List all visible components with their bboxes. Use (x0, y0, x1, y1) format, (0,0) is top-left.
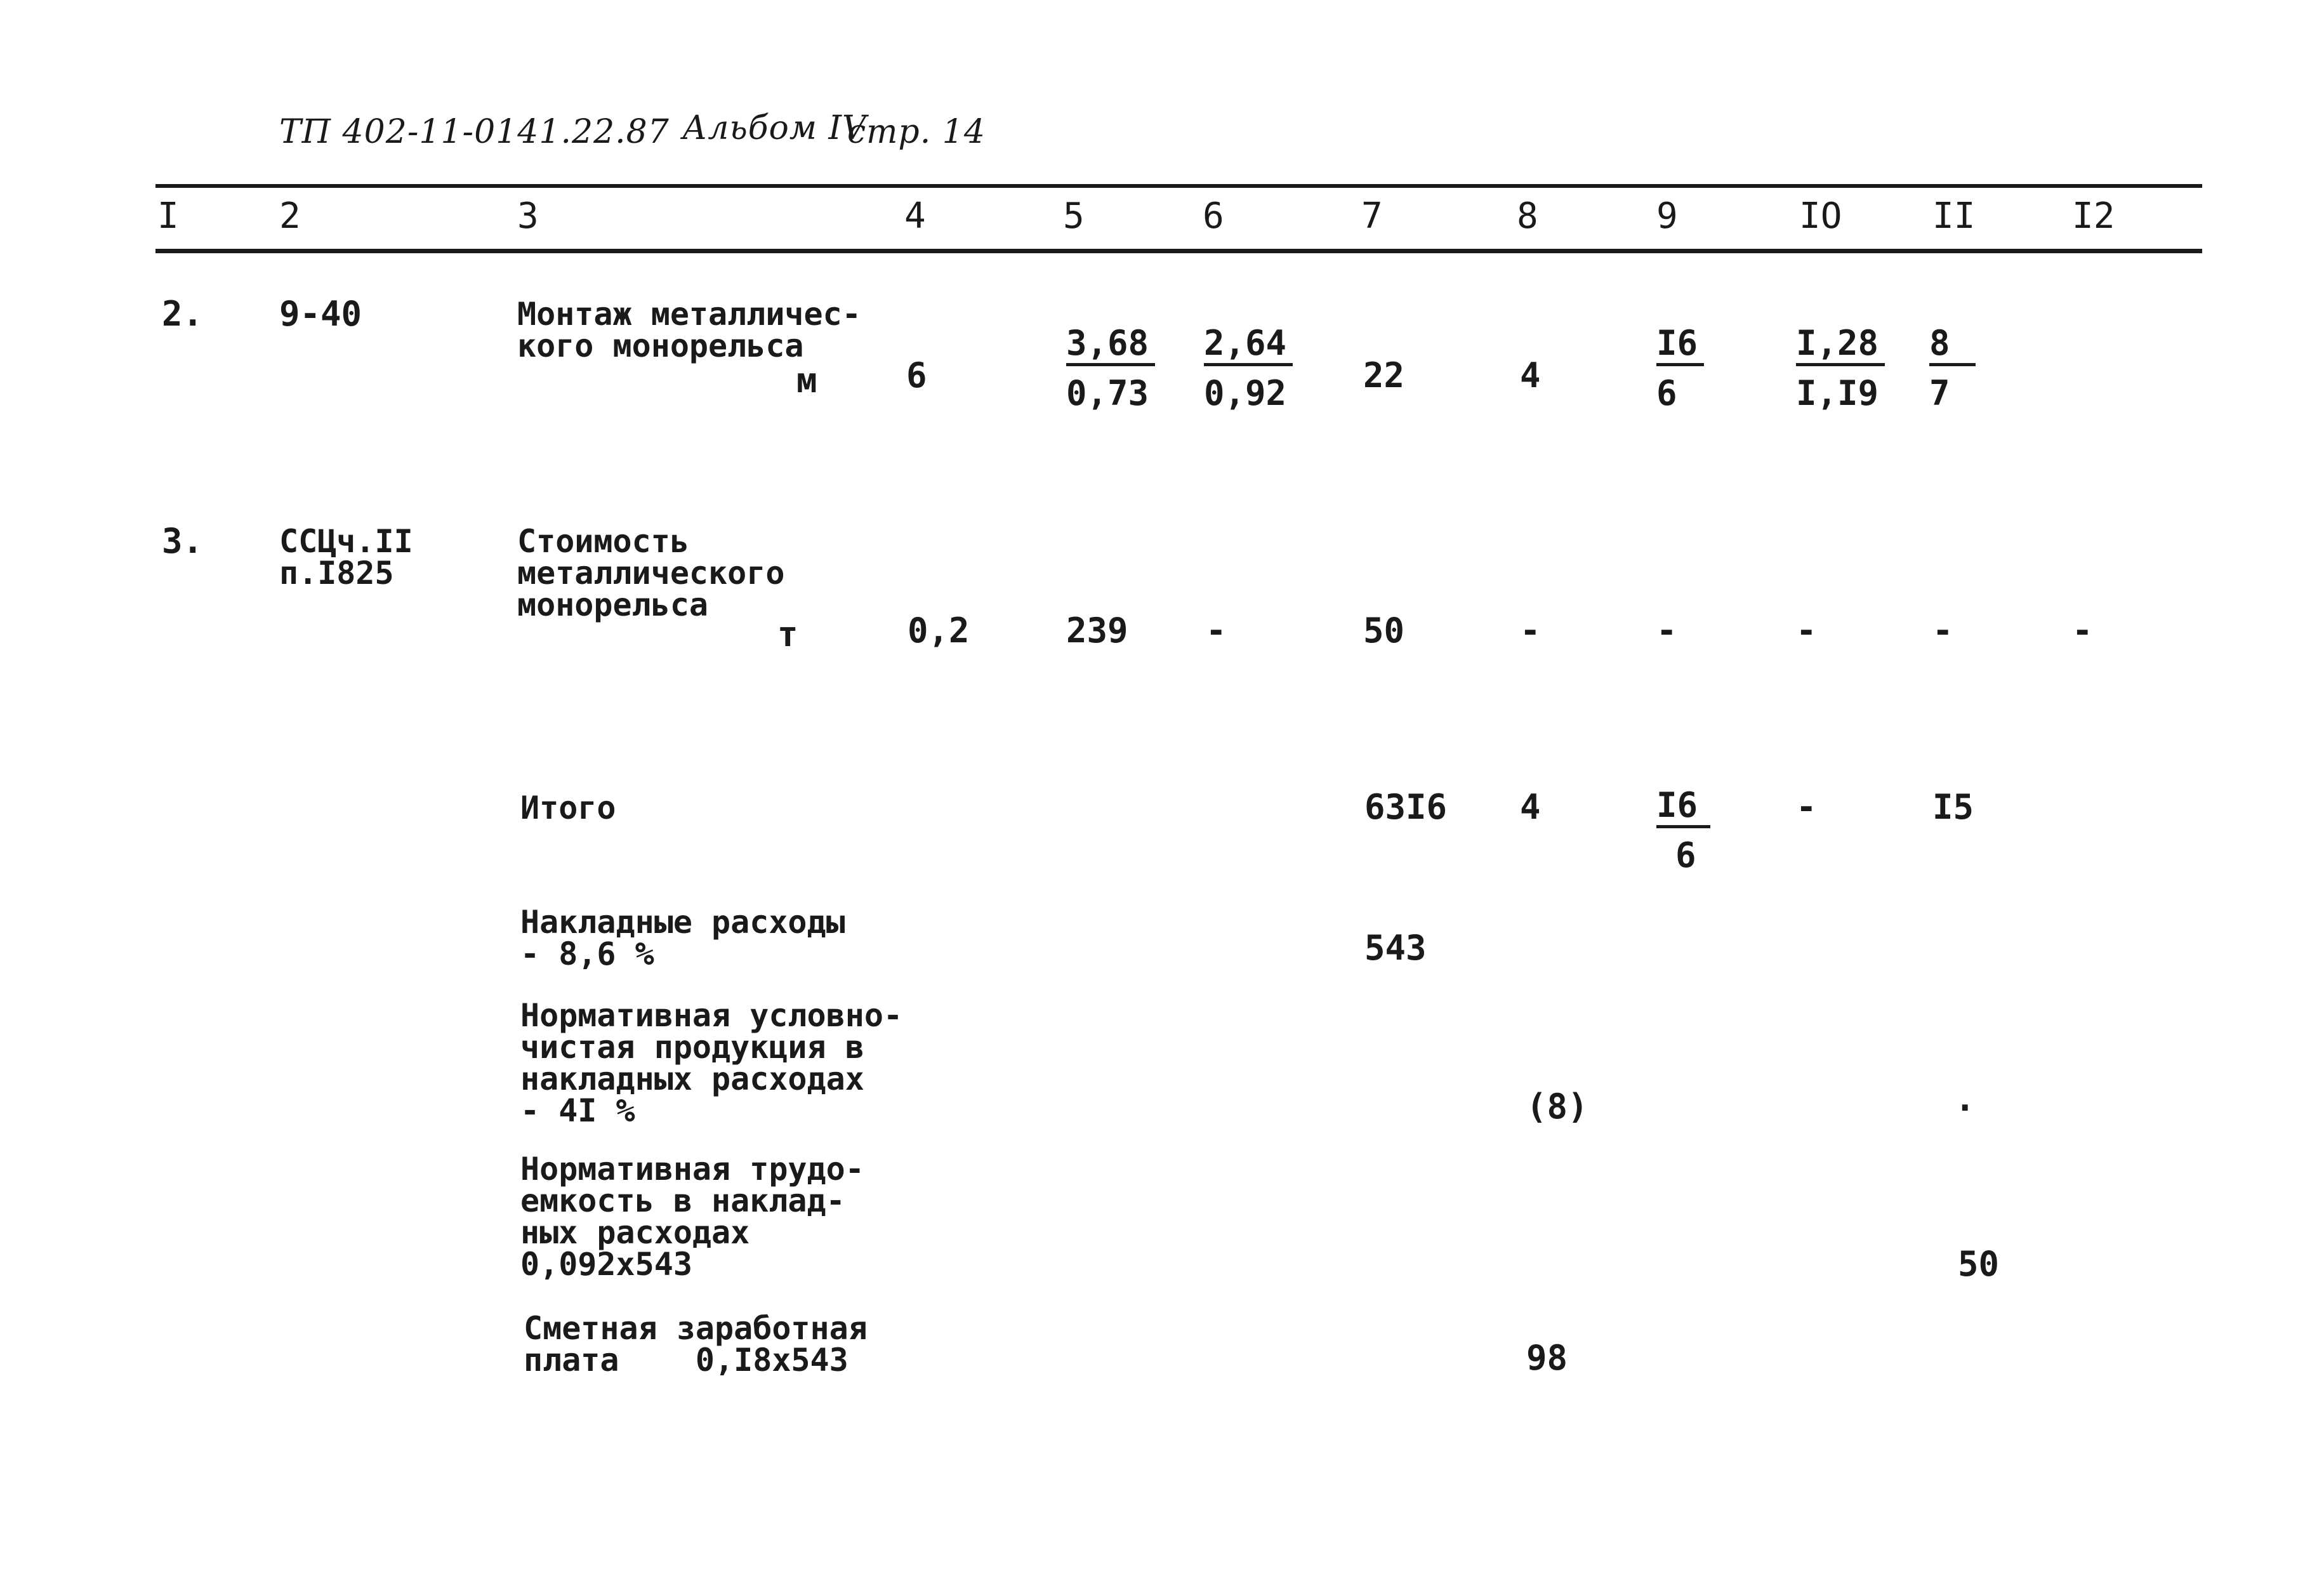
empty-dash: - (1796, 787, 1817, 827)
fraction-bottom: I,I9 (1796, 373, 1879, 413)
col-header-1: I (157, 195, 179, 237)
col-header-10: IO (1799, 195, 1842, 237)
cost-value: I5 (1932, 787, 1974, 827)
unit-cost: 239 (1066, 611, 1128, 651)
fraction-bottom: 6 (1675, 835, 1696, 875)
empty-dash: - (1520, 611, 1541, 651)
page-label: стр. 14 (847, 113, 986, 151)
price-code: ССЦч.II п.I825 (279, 523, 413, 592)
total-cost: 50 (1363, 611, 1405, 651)
overhead-value: 543 (1364, 928, 1427, 968)
cost-fraction (1656, 786, 1710, 879)
header-bottom-rule (155, 249, 2202, 253)
col-header-5: 5 (1063, 195, 1085, 237)
col-header-2: 2 (279, 195, 301, 237)
unit-cost-fraction (1204, 324, 1293, 417)
fraction-bottom: 6 (1656, 373, 1677, 413)
col-header-9: 9 (1656, 195, 1678, 237)
album-label: Альбом IV (682, 109, 867, 147)
row-number: 2. (162, 294, 204, 334)
norm-product-mark: . (1955, 1079, 1976, 1119)
fraction-top: 3,68 (1066, 324, 1155, 366)
quantity: 0,2 (908, 611, 970, 651)
fraction-top: I6 (1656, 786, 1710, 828)
col-header-8: 8 (1517, 195, 1538, 237)
fraction-bottom: 7 (1929, 373, 1950, 413)
fraction-bottom: 0,92 (1204, 373, 1287, 413)
unit: т (777, 614, 798, 654)
empty-dash: - (1206, 611, 1227, 651)
col-header-6: 6 (1203, 195, 1224, 237)
cost-fraction (1796, 324, 1885, 417)
doc-code: ТП 402-11-0141.22.87 (279, 113, 670, 151)
fraction-top: I6 (1656, 324, 1704, 366)
col-header-4: 4 (904, 195, 926, 237)
col-header-3: 3 (517, 195, 539, 237)
header-top-rule (155, 184, 2202, 188)
unit-cost-fraction (1066, 324, 1155, 417)
empty-dash: - (1656, 611, 1677, 651)
col-header-12: I2 (2072, 195, 2115, 237)
col-header-11: II (1932, 195, 1976, 237)
row-number: 3. (162, 521, 204, 561)
fraction-top: 8 (1929, 324, 1976, 366)
norm-labor-value: 50 (1958, 1244, 2000, 1284)
norm-labor-label: Нормативная трудо- емкость в наклад- ных расходах 0,092x543 (520, 1151, 864, 1283)
price-code: 9-40 (279, 294, 362, 334)
overhead-label: Накладные расходы - 8,6 % (520, 904, 845, 972)
quantity: 6 (906, 355, 927, 395)
wages-cost: 4 (1520, 787, 1541, 827)
fraction-top: 2,64 (1204, 324, 1293, 366)
wages-label: Сметная заработная плата 0,I8x543 (524, 1310, 868, 1379)
work-description: Монтаж металличес- кого монорельса (517, 296, 861, 364)
wages-cost: 4 (1520, 355, 1541, 395)
fraction-bottom: 0,73 (1066, 373, 1149, 413)
total-cost: 63I6 (1364, 787, 1448, 827)
col-header-7: 7 (1361, 195, 1383, 237)
norm-product-label: Нормативная условно- чистая продукция в накладных расходах - 4I % (520, 997, 903, 1129)
unit: м (796, 360, 817, 400)
fraction-top: I,28 (1796, 324, 1885, 366)
wages-value: 98 (1526, 1338, 1568, 1378)
total-label: Итого (520, 790, 616, 826)
cost-fraction (1656, 324, 1704, 417)
total-cost: 22 (1363, 355, 1405, 395)
empty-dash: - (1796, 611, 1817, 651)
work-description: Стоимость металлического монорельса (517, 523, 785, 623)
norm-product-value: (8) (1526, 1087, 1588, 1127)
empty-dash: - (2072, 611, 2093, 651)
empty-dash: - (1932, 611, 1953, 651)
cost-fraction (1929, 324, 1976, 417)
